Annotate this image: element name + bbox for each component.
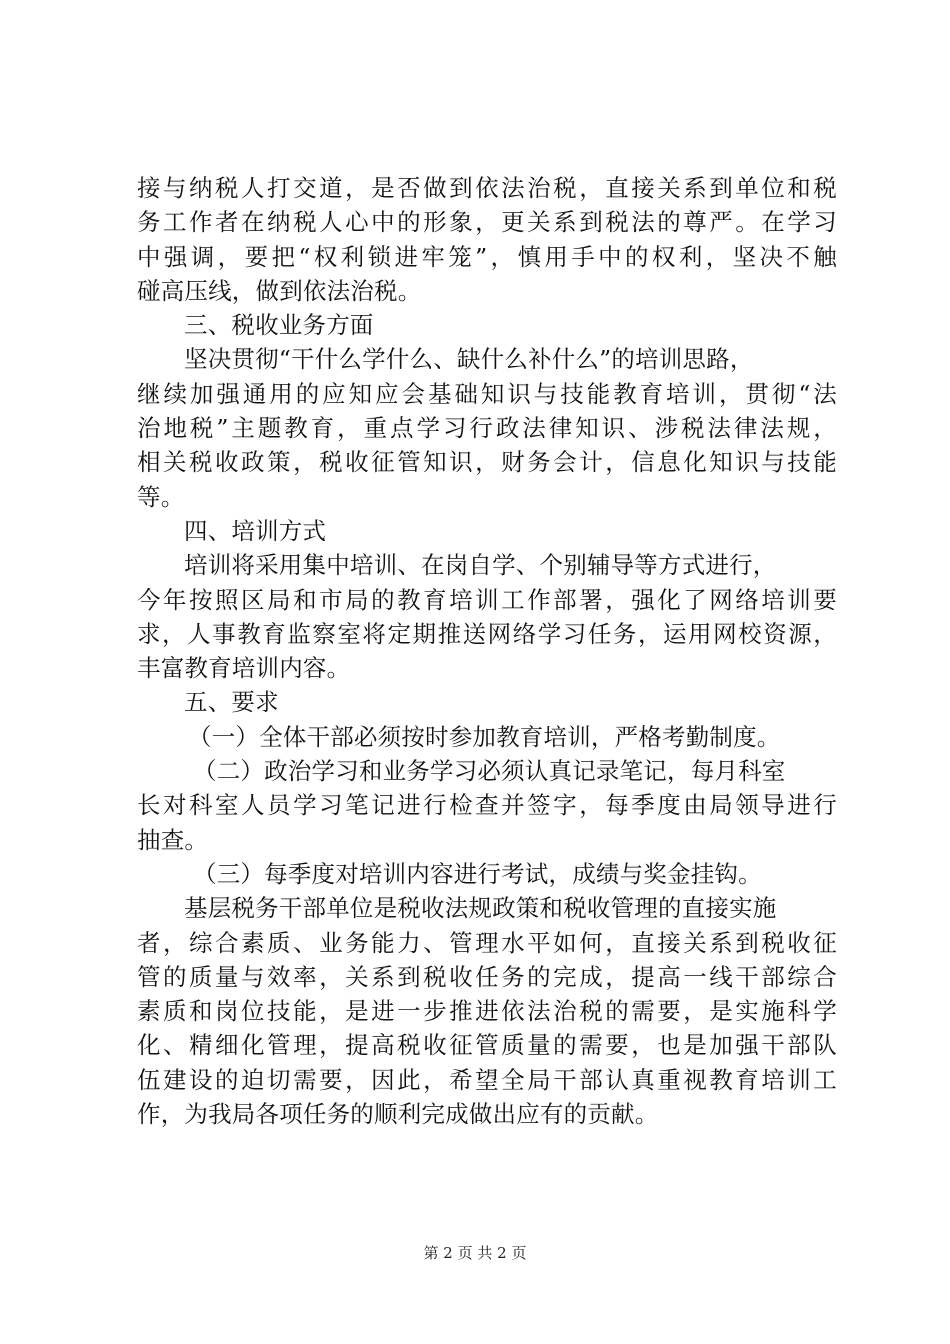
text-line: 求，人事教育监察室将定期推送网络学习任务，运用网校资源， — [137, 619, 837, 648]
text-line: 中强调，要把“权利锁进牢笼”，慎用手中的权利，坚决不触 — [137, 242, 837, 271]
text-line: 碰高压线，做到依法治税。 — [137, 276, 422, 305]
text-line: 治地税”主题教育，重点学习行政法律知识、涉税法律法规， — [137, 414, 837, 443]
text-line: 者，综合素质、业务能力、管理水平如何，直接关系到税收征 — [137, 928, 837, 957]
text-line: 坚决贯彻“干什么学什么、缺什么补什么”的培训思路， — [184, 345, 754, 374]
text-line: 接与纳税人打交道，是否做到依法治税，直接关系到单位和税 — [137, 174, 837, 202]
text-line: 管的质量与效率，关系到税收任务的完成，提高一线干部综合 — [137, 962, 837, 991]
section-heading: 五、要求 — [184, 688, 279, 717]
text-line: 等。 — [137, 482, 185, 511]
text-line: （二）政治学习和业务学习必须认真记录笔记，每月科室 — [193, 757, 786, 786]
text-line: 素质和岗位技能，是进一步推进依法治税的需要，是实施科学 — [137, 997, 837, 1026]
text-line: 丰富教育培训内容。 — [137, 654, 351, 683]
text-line: 培训将采用集中培训、在岗自学、个别辅导等方式进行， — [184, 551, 777, 580]
text-line: 长对科室人员学习笔记进行检查并签字，每季度由局领导进行 — [137, 791, 837, 820]
text-line: 抽查。 — [137, 825, 209, 854]
text-line: 伍建设的迫切需要，因此，希望全局干部认真重视教育培训工 — [137, 1065, 837, 1094]
text-line: 今年按照区局和市局的教育培训工作部署，强化了网络培训要 — [137, 585, 837, 614]
text-line: 基层税务干部单位是税收法规政策和税收管理的直接实施 — [184, 894, 777, 923]
text-line: 相关税收政策，税收征管知识，财务会计，信息化知识与技能 — [137, 448, 837, 477]
text-line: 作，为我局各项任务的顺利完成做出应有的贡献。 — [137, 1100, 659, 1129]
section-heading: 三、税收业务方面 — [184, 311, 374, 340]
text-line: 务工作者在纳税人心中的形象，更关系到税法的尊严。在学习 — [137, 208, 837, 237]
text-line: 继续加强通用的应知应会基础知识与技能教育培训，贯彻“法 — [137, 379, 837, 408]
page-number-footer: 第 2 页 共 2 页 — [423, 1244, 527, 1262]
document-body — [137, 171, 837, 1131]
text-line: （一）全体干部必须按时参加教育培训，严格考勤制度。 — [188, 722, 781, 751]
section-heading: 四、培训方式 — [184, 516, 327, 545]
text-line: （三）每季度对培训内容进行考试，成绩与奖金挂钩。 — [193, 859, 762, 888]
text-line: 化、精细化管理，提高税收征管质量的需要，也是加强干部队 — [137, 1031, 837, 1060]
